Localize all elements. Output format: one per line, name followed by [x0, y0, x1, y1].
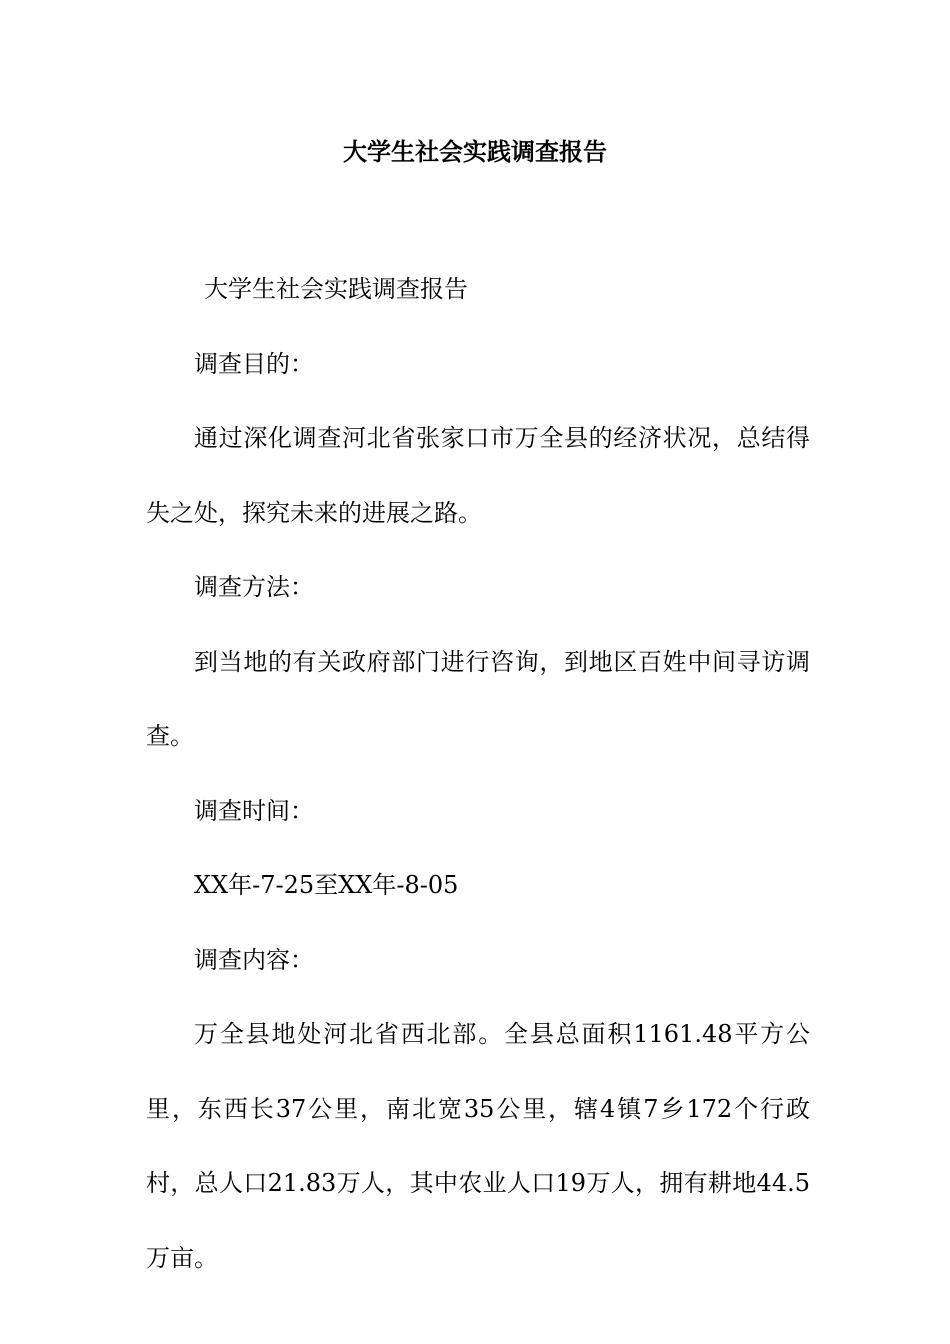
document-title: 大学生社会实践调查报告 — [343, 137, 607, 166]
section-heading-purpose: 调查目的： — [194, 349, 314, 378]
paragraph-time: XX年-7-25至XX年-8-05 — [194, 871, 459, 899]
section-heading-method: 调查方法： — [194, 573, 314, 601]
paragraph-purpose: 通过深化调查河北省张家口市万全县的经济状况，总结得失之处，探究未来的进展之路。 — [146, 424, 810, 527]
section-heading-content: 调查内容： — [194, 945, 314, 974]
paragraph-method: 到当地的有关政府部门进行咨询，到地区百姓中间寻访调查。 — [146, 647, 810, 750]
document-body — [146, 252, 810, 1295]
report-subtitle: 大学生社会实践调查报告 — [204, 275, 468, 303]
paragraph-content: 万全县地处河北省西北部。全县总面积1161.48平方公里，东西长37公里，南北宽35公里，辖4镇7乡172个行政村，总人口21.83万人，其中农业人口19万人，拥有耕地44.5万亩。 — [146, 1020, 810, 1272]
section-heading-time: 调查时间： — [194, 796, 314, 825]
